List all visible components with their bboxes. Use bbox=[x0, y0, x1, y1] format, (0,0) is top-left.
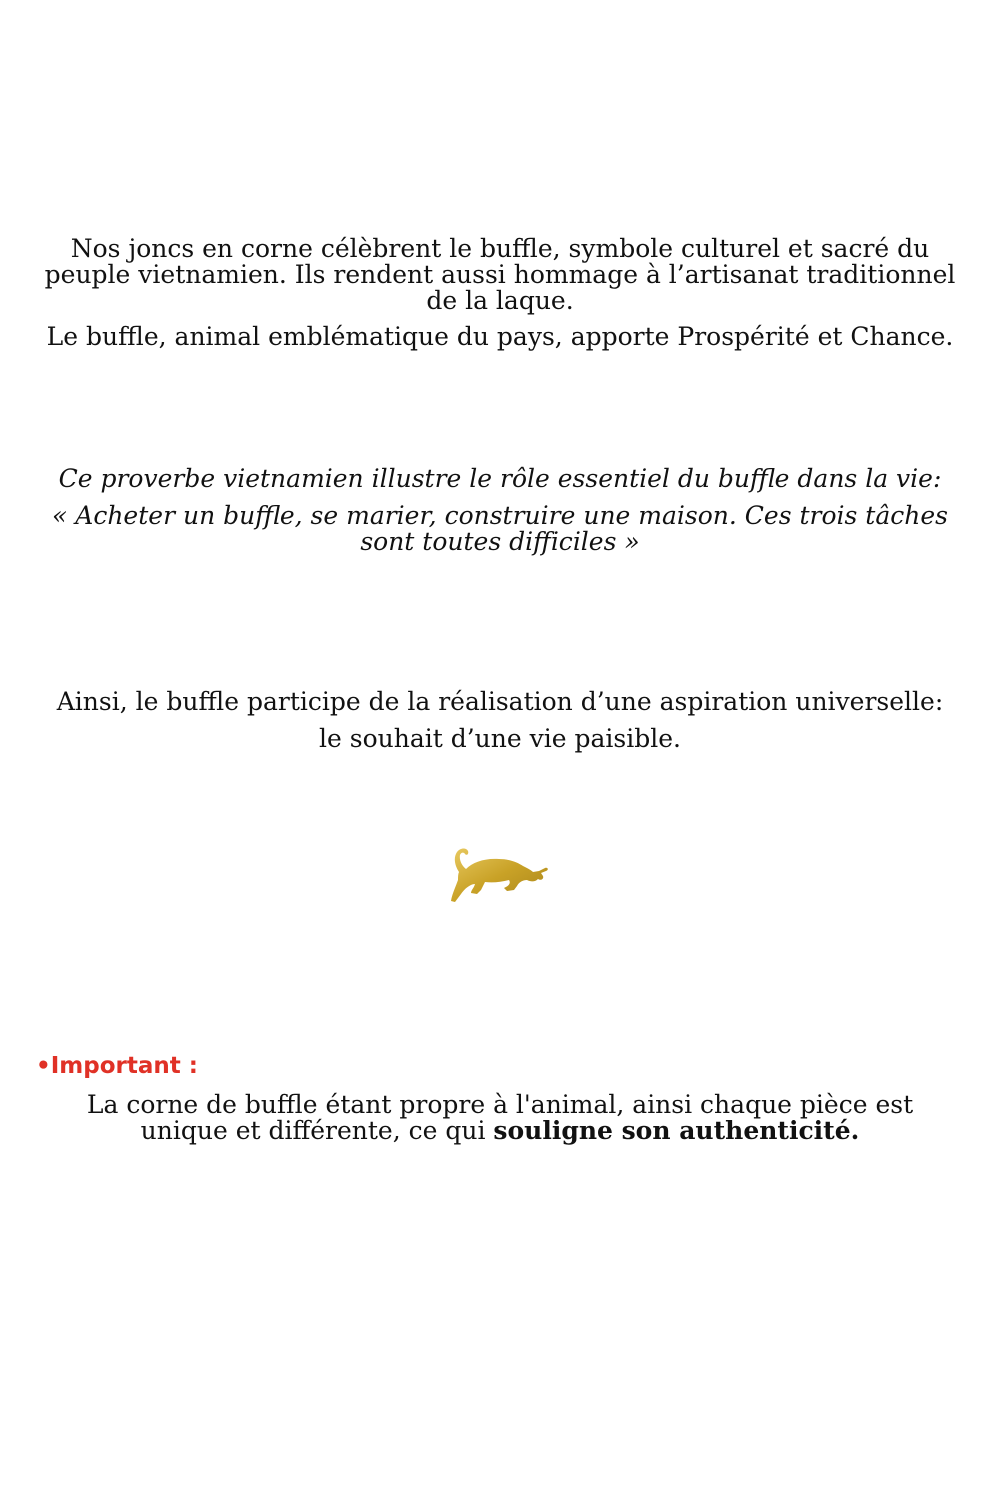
important-body: La corne de buffle étant propre à l'animal, ainsi chaque pièce est unique et différente, ce qui bbox=[86, 1090, 914, 1145]
aspiration-line-2: le souhait d’une vie paisible. bbox=[319, 724, 681, 753]
important-emphasis: souligne son authenticité. bbox=[493, 1116, 860, 1145]
important-text bbox=[40, 1092, 960, 1144]
important-label: •Important : bbox=[36, 1053, 198, 1079]
proverb-section bbox=[40, 466, 960, 555]
bull-icon bbox=[447, 842, 551, 906]
proverb-intro: Ce proverbe vietnamien illustre le rôle essentiel du buffle dans la vie: bbox=[58, 464, 942, 493]
aspiration-line-1: Ainsi, le buffle participe de la réalisation d’une aspiration universelle: bbox=[56, 687, 944, 716]
intro-section bbox=[40, 236, 960, 350]
proverb-quote: « Acheter un buffle, se marier, construire une maison. Ces trois tâches sont toutes difficiles » bbox=[52, 501, 948, 556]
intro-tagline: Le buffle, animal emblématique du pays, apporte Prospérité et Chance. bbox=[46, 322, 954, 351]
intro-paragraph: Nos joncs en corne célèbrent le buffle, symbole culturel et sacré du peuple vietnamien. Ils rendent aussi hommage à l’artisanat traditionnel de la laque. bbox=[44, 234, 956, 315]
aspiration-section bbox=[40, 689, 960, 752]
important-section bbox=[40, 1092, 960, 1144]
